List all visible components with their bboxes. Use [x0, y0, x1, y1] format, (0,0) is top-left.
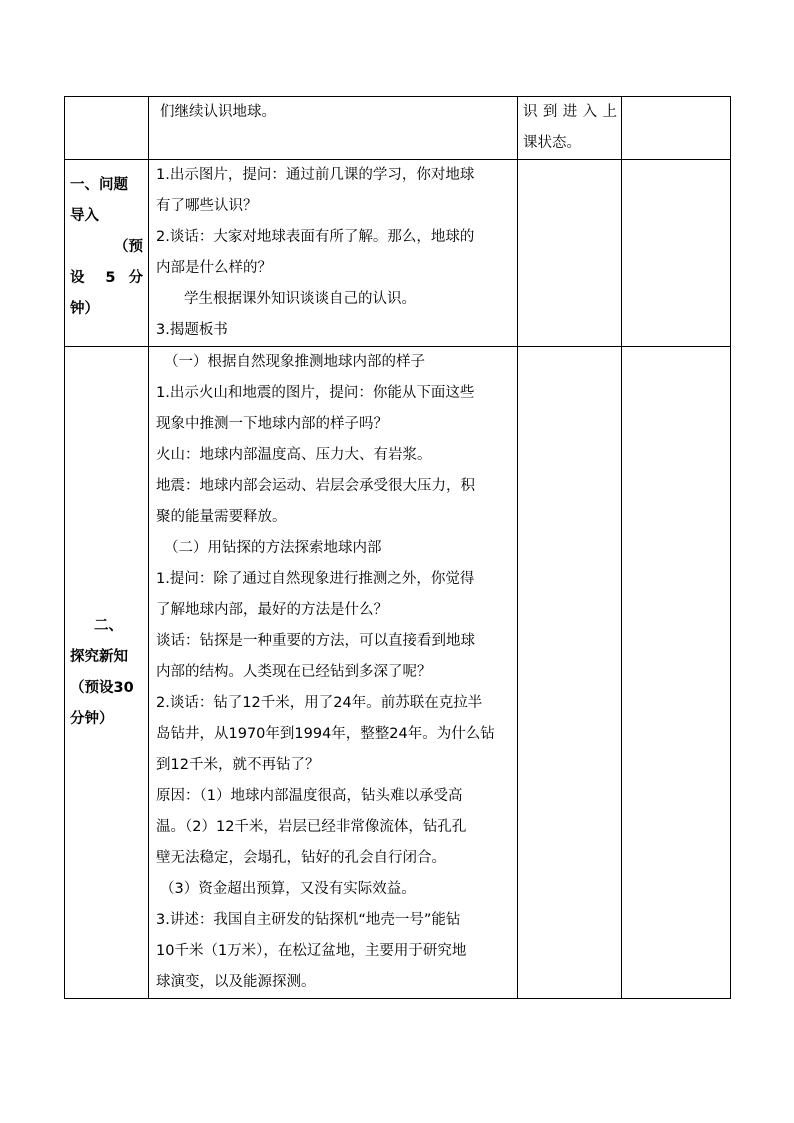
content-line: 岛钻井，从1970年到1994年，整整24年。为什么钻	[156, 726, 495, 742]
content-line: 3.揭题板书	[156, 322, 228, 338]
content-line: 2.谈话：钻了12千米，用了24年。前苏联在克拉半	[156, 695, 483, 711]
note-line: 课状态。	[523, 135, 581, 151]
lesson-plan-table	[64, 96, 731, 999]
extra-cell	[622, 97, 731, 160]
content-line: 有了哪些认识？	[156, 198, 258, 214]
content-line: 谈话：钻探是一种重要的方法，可以直接看到地球	[156, 633, 475, 649]
table-row	[65, 160, 731, 347]
content-line: 2.谈话：大家对地球表面有所了解。那么，地球的	[156, 229, 475, 245]
content-line: 原因：（1）地球内部温度很高，钻头难以承受高	[156, 788, 463, 804]
stage-label: 钟）	[70, 301, 99, 317]
content-line: 到12千米，就不再钻了？	[156, 757, 320, 773]
content-cell	[149, 160, 518, 347]
stage-label: 分钟）	[70, 710, 114, 727]
content-line: （二）用钻探的方法探索地球内部	[164, 540, 382, 556]
stage-cell	[65, 97, 149, 160]
content-line: 内部的结构。人类现在已经钻到多深了呢？	[156, 664, 432, 680]
stage-label: 一、问题	[70, 177, 128, 193]
content-line: 壁无法稳定，会塌孔，钻好的孔会自行闭合。	[156, 850, 446, 866]
table-row	[65, 97, 731, 160]
content-line: （3）资金超出预算，又没有实际效益。	[160, 881, 416, 897]
content-line: 1.提问：除了通过自然现象进行推测之外，你觉得	[156, 571, 475, 587]
content-cell	[149, 97, 518, 160]
content-line: 火山：地球内部温度高、压力大、有岩浆。	[156, 447, 432, 463]
note-cell	[518, 97, 622, 160]
table-row	[65, 347, 731, 999]
content-line: 聚的能量需要释放。	[156, 509, 287, 525]
stage-cell	[65, 347, 149, 999]
content-line: （一）根据自然现象推测地球内部的样子	[164, 354, 425, 370]
extra-cell	[622, 160, 731, 347]
content-cell	[149, 347, 518, 999]
stage-label: 探究新知	[70, 648, 128, 665]
content-line: 1.出示图片，提问：通过前几课的学习，你对地球	[156, 167, 475, 183]
stage-label: （预	[114, 239, 143, 255]
content-line: 了解地球内部，最好的方法是什么？	[156, 602, 388, 618]
note-cell	[518, 347, 622, 999]
stage-cell	[65, 160, 149, 347]
note-line: 识到进入上	[523, 104, 617, 120]
content-line: 球演变，以及能源探测。	[156, 974, 316, 990]
extra-cell	[622, 347, 731, 999]
stage-label: 设 5 分	[70, 270, 143, 286]
content-line: 3.讲述：我国自主研发的钻探机“地壳一号”能钻	[156, 912, 461, 928]
content-line: 内部是什么样的？	[156, 260, 272, 276]
content-line: 地震：地球内部会运动、岩层会承受很大压力，积	[156, 478, 475, 494]
stage-label: 导入	[70, 208, 99, 224]
content-line: 学生根据课外知识谈谈自己的认识。	[184, 291, 416, 307]
content-line: 们继续认识地球。	[160, 104, 276, 120]
stage-label: （预设30	[70, 679, 134, 696]
content-line: 1.出示火山和地震的图片，提问：你能从下面这些	[156, 385, 475, 401]
stage-label: 二、	[94, 617, 123, 634]
content-line: 10千米（1万米），在松辽盆地，主要用于研究地	[156, 943, 467, 959]
content-line: 现象中推测一下地球内部的样子吗？	[156, 416, 388, 432]
note-cell	[518, 160, 622, 347]
content-line: 温。（2）12千米，岩层已经非常像流体，钻孔孔	[156, 819, 467, 835]
